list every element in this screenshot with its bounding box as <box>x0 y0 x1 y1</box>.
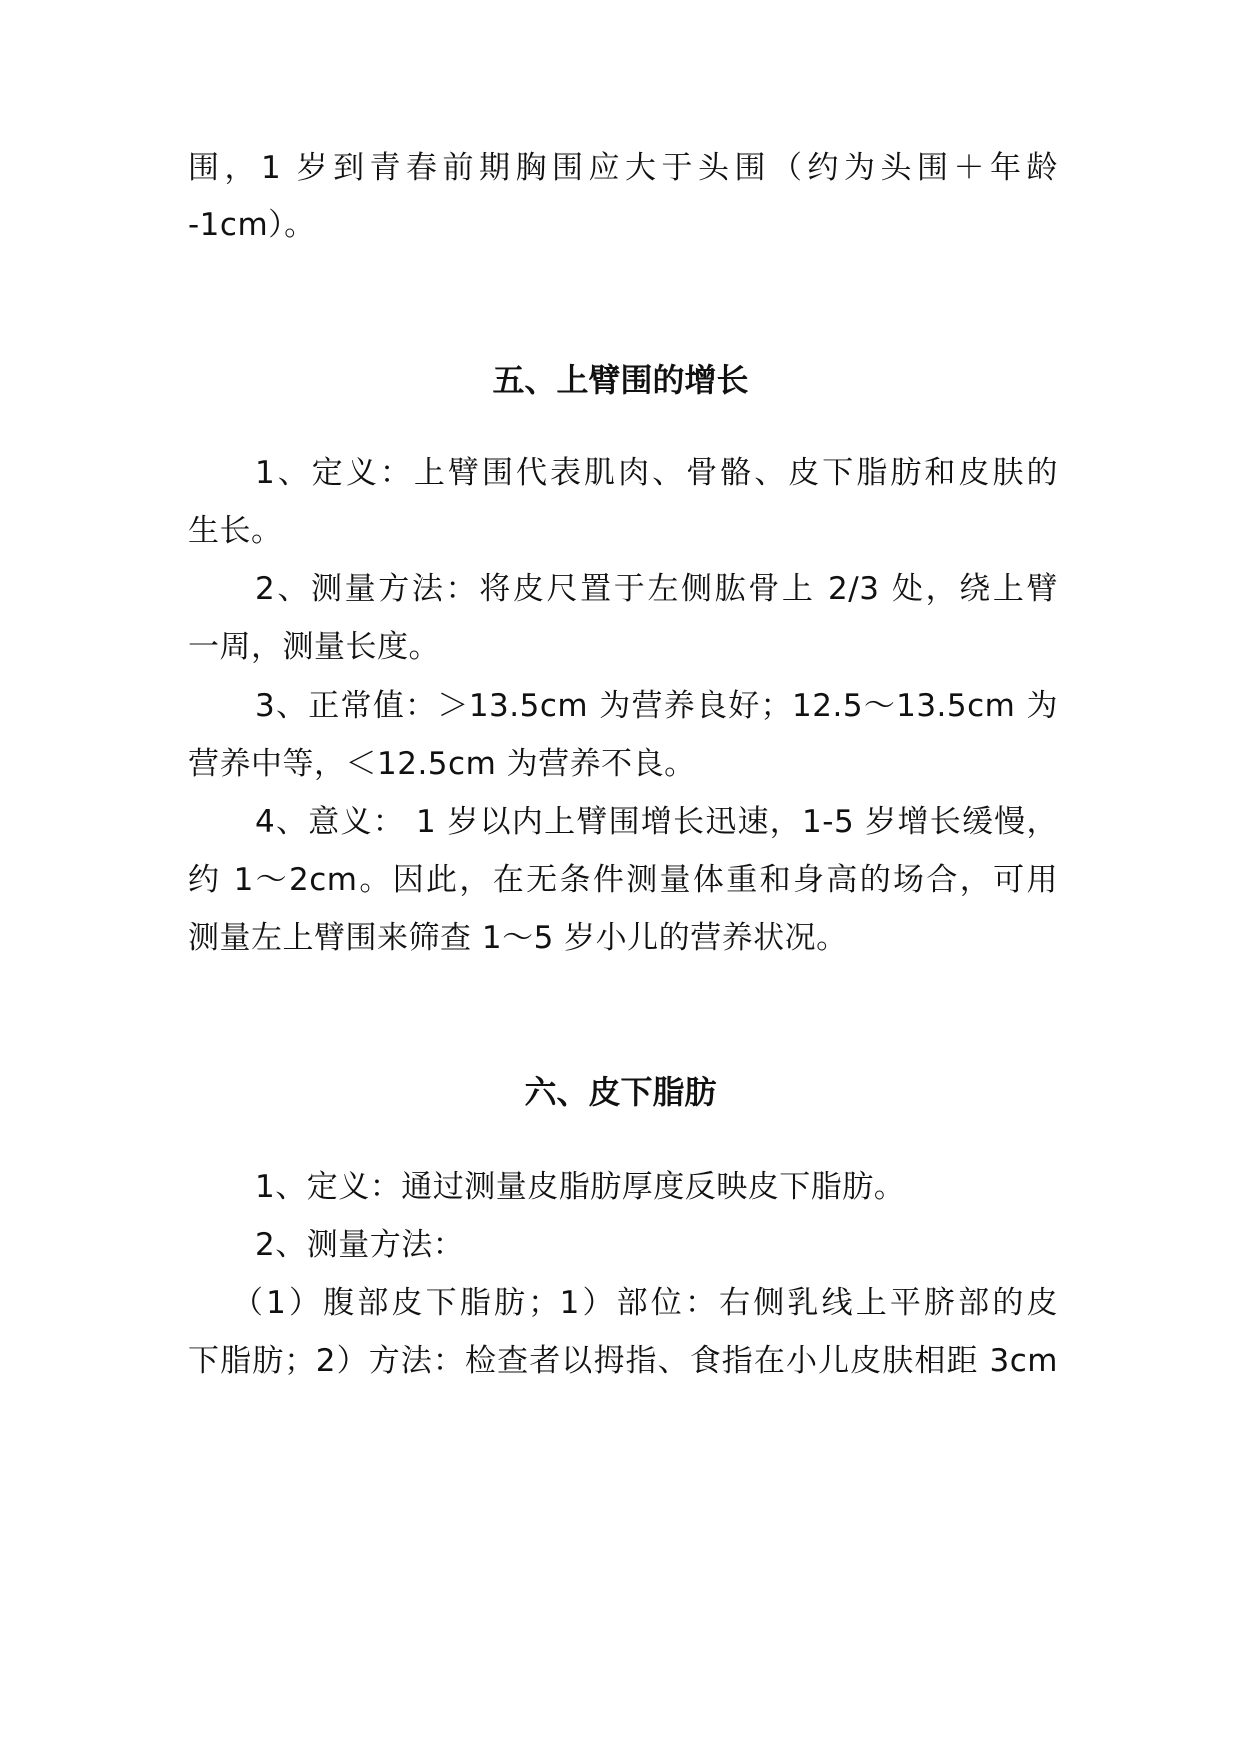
s6-method-line-1: 2、测量方法： <box>255 1227 465 1263</box>
s5-normal-line-1: 3、正常值：＞13.5cm 为营养良好；12.5～13.5cm 为 <box>255 688 1058 724</box>
s5-meaning-line-2: 约 1～2cm。因此，在无条件测量体重和身高的场合，可用 <box>188 862 1058 898</box>
section-5-heading: 五、上臂围的增长 <box>492 361 749 399</box>
section-6-heading: 六、皮下脂肪 <box>524 1073 717 1111</box>
s5-method-line-2: 一周，测量长度。 <box>188 629 440 665</box>
s5-meaning-line-3: 测量左上臂围来筛查 1～5 岁小儿的营养状况。 <box>188 920 848 956</box>
s5-definition-line-2: 生长。 <box>188 513 283 549</box>
s5-meaning-line-1: 4、意义： 1 岁以内上臂围增长迅速，1-5 岁增长缓慢， <box>255 804 1058 840</box>
s5-normal-line-2: 营养中等，＜12.5cm 为营养不良。 <box>188 746 696 782</box>
s6-abdominal-line-2: 下脂肪；2）方法：检查者以拇指、食指在小儿皮肤相距 3cm <box>188 1343 1058 1379</box>
intro-line-1: 围，1 岁到青春前期胸围应大于头围（约为头围＋年龄 <box>188 150 1058 186</box>
s5-method-line-1: 2、测量方法：将皮尺置于左侧肱骨上 2/3 处，绕上臂 <box>255 571 1058 607</box>
intro-line-2: -1cm）。 <box>188 207 316 243</box>
s6-abdominal-line-1: （1）腹部皮下脂肪；1）部位：右侧乳线上平脐部的皮 <box>232 1285 1058 1321</box>
s5-definition-line-1: 1、定义：上臂围代表肌肉、骨骼、皮下脂肪和皮肤的 <box>255 455 1058 491</box>
s6-definition-line-1: 1、定义：通过测量皮脂肪厚度反映皮下脂肪。 <box>255 1169 906 1205</box>
